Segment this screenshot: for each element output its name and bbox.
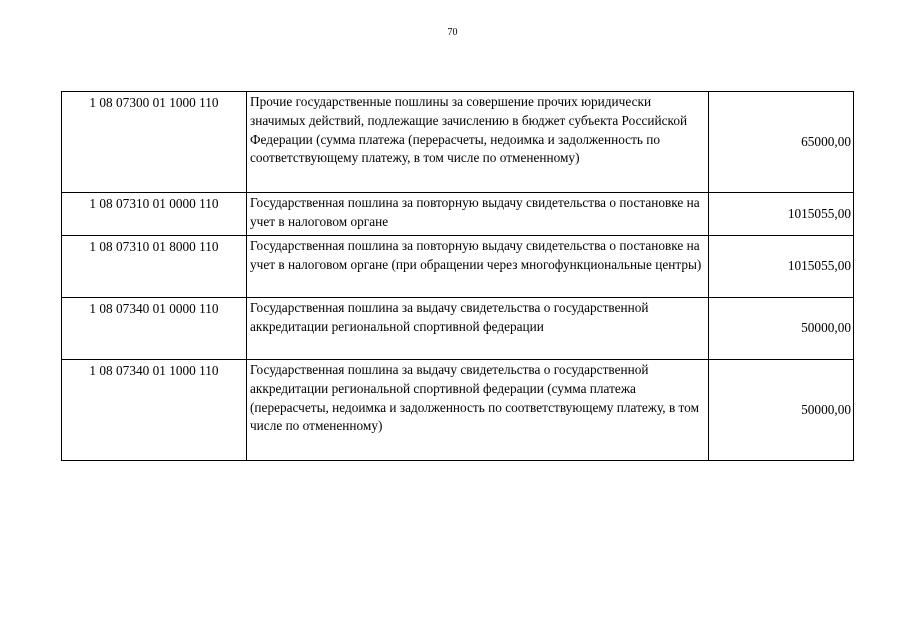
revenue-name: Государственная пошлина за выдачу свидетельства о государственной аккредитации региональной спортивной федерации (сумма платежа (перерасчеты, недоимка и задолженность по соответствующему платежу, в том числе по отмененному) [247, 360, 709, 461]
table-row [62, 193, 854, 236]
page-number: 70 [447, 27, 458, 38]
table-row [62, 360, 854, 461]
revenue-name: Государственная пошлина за повторную выдачу свидетельства о постановке на учет в налоговом органе (при обращении через многофункциональные центры) [247, 236, 709, 298]
revenue-amount: 65000,00 [709, 92, 854, 193]
table-row [62, 92, 854, 193]
budget-classification-code: 1 08 07340 01 1000 110 [62, 360, 247, 461]
budget-classification-code: 1 08 07310 01 0000 110 [62, 193, 247, 236]
budget-classification-code: 1 08 07310 01 8000 110 [62, 236, 247, 298]
budget-classification-code: 1 08 07300 01 1000 110 [62, 92, 247, 193]
table-row [62, 236, 854, 298]
revenue-amount: 1015055,00 [709, 193, 854, 236]
revenue-name: Прочие государственные пошлины за совершение прочих юридически значимых действий, подлежащие зачислению в бюджет субъекта Российской Федерации (сумма платежа (перерасчеты, недоимка и задолженность по соответствующему платежу, в том числе по отмененному) [247, 92, 709, 193]
revenue-amount: 50000,00 [709, 360, 854, 461]
revenue-amount: 50000,00 [709, 298, 854, 360]
budget-revenue-table [61, 91, 854, 461]
revenue-amount: 1015055,00 [709, 236, 854, 298]
budget-classification-code: 1 08 07340 01 0000 110 [62, 298, 247, 360]
revenue-name: Государственная пошлина за выдачу свидетельства о государственной аккредитации региональной спортивной федерации [247, 298, 709, 360]
revenue-name: Государственная пошлина за повторную выдачу свидетельства о постановке на учет в налоговом органе [247, 193, 709, 236]
table-row [62, 298, 854, 360]
